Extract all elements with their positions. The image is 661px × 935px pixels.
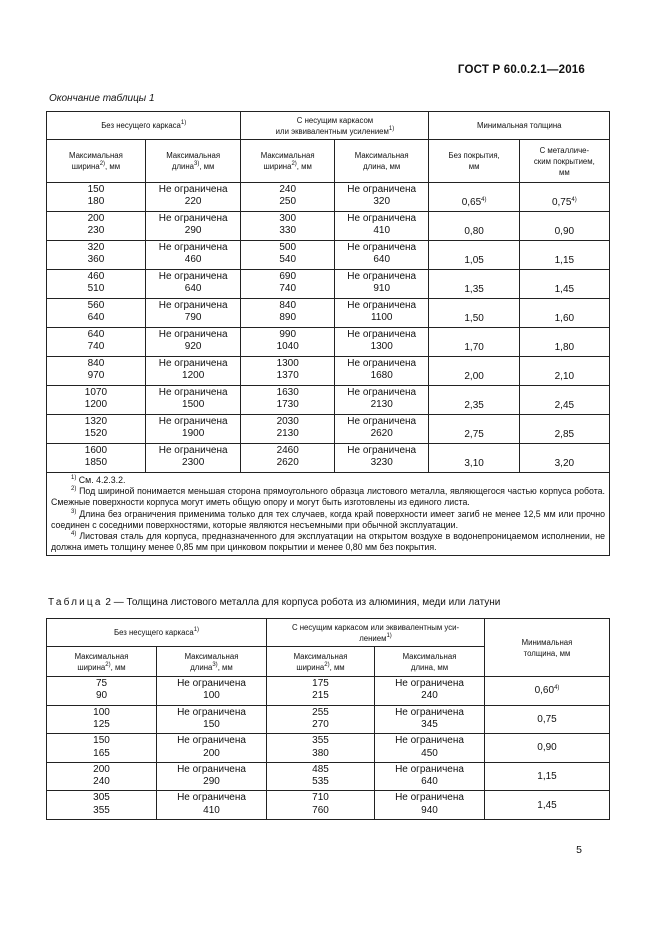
thickness-uncoated-cell: 3,10 — [429, 444, 519, 473]
table-row — [47, 791, 610, 820]
thickness-coated-cell: 1,80 — [519, 328, 609, 357]
table2-header-thickness: Минимальная толщина, мм — [485, 619, 610, 677]
table1-caption: Окончание таблицы 1 — [49, 93, 155, 104]
table1-header-uncoated: Без покрытия, мм — [429, 140, 519, 183]
table1-footnotes — [47, 473, 610, 556]
table1-header-max-length-frame: Максимальная длина, мм — [334, 140, 429, 183]
width-cell: 460 510 — [47, 270, 146, 299]
table1-body — [47, 183, 610, 473]
width-frame-cell: 990 1040 — [241, 328, 334, 357]
footnote-4: $^{4)}$ Листовая сталь для корпуса, предназначенного для эксплуатации на открытом воздухе в водонепроницаемом исполнении, не должна иметь толщину менее 0,85 мм при цинковом покрытии и менее 0,80 мм без покрытия. — [51, 531, 605, 553]
thickness-coated-cell: 3,20 — [519, 444, 609, 473]
length-cell: Не ограничена 640 — [145, 270, 241, 299]
table2-header-max-width-frame: Максимальная ширина$^{2)}$, мм — [267, 647, 375, 677]
thickness-coated-cell: 2,45 — [519, 386, 609, 415]
length-cell: Не ограничена 460 — [145, 241, 241, 270]
table1-group-header-row — [47, 112, 610, 140]
table1 — [46, 111, 610, 556]
document-id: ГОСТ Р 60.0.2.1—2016 — [457, 64, 585, 76]
thickness-uncoated-cell: 2,00 — [429, 357, 519, 386]
table2-group-header-row — [47, 619, 610, 647]
thickness-coated-cell: 1,45 — [519, 270, 609, 299]
length-cell: Не ограничена 200 — [157, 734, 267, 763]
table-row — [47, 762, 610, 791]
width-frame-cell: 175 215 — [267, 677, 375, 706]
length-frame-cell: Не ограничена 1100 — [334, 299, 429, 328]
width-cell: 200 240 — [47, 762, 157, 791]
table-row — [47, 357, 610, 386]
table1-header-max-length: Максимальная длина$^{3)}$, мм — [145, 140, 241, 183]
width-cell: 100 125 — [47, 705, 157, 734]
width-cell: 1070 1200 — [47, 386, 146, 415]
table2-header-max-length: Максимальная длина$^{3)}$, мм — [157, 647, 267, 677]
length-cell: Не ограничена 920 — [145, 328, 241, 357]
length-cell: Не ограничена 790 — [145, 299, 241, 328]
length-cell: Не ограничена 220 — [145, 183, 241, 212]
thickness-uncoated-cell: 2,35 — [429, 386, 519, 415]
width-frame-cell: 255 270 — [267, 705, 375, 734]
thickness-coated-cell: 1,15 — [519, 241, 609, 270]
table-row — [47, 241, 610, 270]
length-frame-cell: Не ограничена 320 — [334, 183, 429, 212]
thickness-cell: 0,75 — [485, 705, 610, 734]
table2-header-max-width: Максимальная ширина$^{2)}$, мм — [47, 647, 157, 677]
length-frame-cell: Не ограничена 450 — [375, 734, 485, 763]
thickness-cell: 0,90 — [485, 734, 610, 763]
table2-group-header-frame: С несущим каркасом или эквивалентным уси- лением$^{1)}$ — [267, 619, 485, 647]
thickness-coated-cell: 0,90 — [519, 212, 609, 241]
width-frame-cell: 1300 1370 — [241, 357, 334, 386]
length-cell: Не ограничена 1500 — [145, 386, 241, 415]
width-cell: 305 355 — [47, 791, 157, 820]
thickness-uncoated-cell: 1,70 — [429, 328, 519, 357]
length-frame-cell: Не ограничена 2620 — [334, 415, 429, 444]
table1-group-header-thickness: Минимальная толщина — [429, 112, 610, 140]
length-cell: Не ограничена 1200 — [145, 357, 241, 386]
width-frame-cell: 690 740 — [241, 270, 334, 299]
length-frame-cell: Не ограничена 345 — [375, 705, 485, 734]
width-frame-cell: 840 890 — [241, 299, 334, 328]
table1-group-header-frame: С несущим каркасом или эквивалентным усилением$^{1)}$ — [241, 112, 429, 140]
width-frame-cell: 240 250 — [241, 183, 334, 212]
table1-group-header-no-frame: Без несущего каркаса$^{1)}$ — [47, 112, 241, 140]
length-cell: Не ограничена 100 — [157, 677, 267, 706]
table-row — [47, 444, 610, 473]
footnote-3: $^{3)}$ Длина без ограничения применима только для тех случаев, когда край поверхности имеет загиб не менее 12,5 мм или прочно соединен с соседними поверхностями, которые являются несъемными при обычной эксплуатации. — [51, 508, 605, 530]
width-frame-cell: 355 380 — [267, 734, 375, 763]
width-cell: 320 360 — [47, 241, 146, 270]
width-cell: 560 640 — [47, 299, 146, 328]
length-frame-cell: Не ограничена 940 — [375, 791, 485, 820]
width-frame-cell: 500 540 — [241, 241, 334, 270]
table1-sub-header-row — [47, 140, 610, 183]
table-row — [47, 270, 610, 299]
table2-caption: Таблица 2 — Толщина листового металла для корпуса робота из алюминия, меди или латуни — [48, 597, 501, 608]
width-cell: 1320 1520 — [47, 415, 146, 444]
thickness-uncoated-cell: 2,75 — [429, 415, 519, 444]
table1-header-max-width-frame: Максимальная ширина$^{2)}$, мм — [241, 140, 334, 183]
thickness-uncoated-cell: 1,05 — [429, 241, 519, 270]
thickness-uncoated-cell: 1,50 — [429, 299, 519, 328]
width-frame-cell: 485 535 — [267, 762, 375, 791]
table-row — [47, 705, 610, 734]
table1-header-max-width: Максимальная ширина$^{2)}$, мм — [47, 140, 146, 183]
thickness-coated-cell: 2,10 — [519, 357, 609, 386]
table-row — [47, 734, 610, 763]
length-cell: Не ограничена 150 — [157, 705, 267, 734]
width-frame-cell: 710 760 — [267, 791, 375, 820]
table-row — [47, 183, 610, 212]
table-row — [47, 299, 610, 328]
length-cell: Не ограничена 290 — [145, 212, 241, 241]
width-frame-cell: 300 330 — [241, 212, 334, 241]
thickness-cell: 1,15 — [485, 762, 610, 791]
width-cell: 75 90 — [47, 677, 157, 706]
width-frame-cell: 1630 1730 — [241, 386, 334, 415]
footnote-1: $^{1)}$ См. 4.2.3.2. — [71, 475, 126, 485]
width-cell: 200 230 — [47, 212, 146, 241]
length-cell: Не ограничена 2300 — [145, 444, 241, 473]
width-frame-cell: 2030 2130 — [241, 415, 334, 444]
table1-footnotes-row — [47, 473, 610, 556]
length-cell: Не ограничена 410 — [157, 791, 267, 820]
table-row — [47, 415, 610, 444]
width-cell: 840 970 — [47, 357, 146, 386]
width-cell: 640 740 — [47, 328, 146, 357]
table-row — [47, 386, 610, 415]
length-frame-cell: Не ограничена 1300 — [334, 328, 429, 357]
thickness-uncoated-cell: 0,80 — [429, 212, 519, 241]
thickness-coated-cell: 0,75$^{4)}$ — [519, 183, 609, 212]
width-frame-cell: 2460 2620 — [241, 444, 334, 473]
thickness-cell: 0,60$^{4)}$ — [485, 677, 610, 706]
table-row — [47, 328, 610, 357]
footnote-2: $^{2)}$ Под шириной понимается меньшая сторона прямоугольного образца листового металла, являющегося частью корпуса робота. Смежные поверхности корпуса могут иметь общую опору и могут быть изготовлены из единого листа. — [51, 486, 605, 508]
length-frame-cell: Не ограничена 410 — [334, 212, 429, 241]
thickness-coated-cell: 2,85 — [519, 415, 609, 444]
length-frame-cell: Не ограничена 910 — [334, 270, 429, 299]
thickness-uncoated-cell: 0,65$^{4)}$ — [429, 183, 519, 212]
table2 — [46, 618, 610, 820]
width-cell: 1600 1850 — [47, 444, 146, 473]
length-frame-cell: Не ограничена 240 — [375, 677, 485, 706]
table-row — [47, 212, 610, 241]
length-cell: Не ограничена 1900 — [145, 415, 241, 444]
length-frame-cell: Не ограничена 640 — [375, 762, 485, 791]
width-cell: 150 180 — [47, 183, 146, 212]
length-frame-cell: Не ограничена 1680 — [334, 357, 429, 386]
length-frame-cell: Не ограничена 3230 — [334, 444, 429, 473]
table2-body — [47, 677, 610, 820]
table-row — [47, 677, 610, 706]
width-cell: 150 165 — [47, 734, 157, 763]
length-frame-cell: Не ограничена 640 — [334, 241, 429, 270]
table2-header-max-length-frame: Максимальная длина, мм — [375, 647, 485, 677]
length-cell: Не ограничена 290 — [157, 762, 267, 791]
thickness-coated-cell: 1,60 — [519, 299, 609, 328]
thickness-cell: 1,45 — [485, 791, 610, 820]
page-number: 5 — [576, 844, 582, 856]
table2-group-header-no-frame: Без несущего каркаса$^{1)}$ — [47, 619, 267, 647]
thickness-uncoated-cell: 1,35 — [429, 270, 519, 299]
length-frame-cell: Не ограничена 2130 — [334, 386, 429, 415]
table1-header-coated: С металличе- ским покрытием, мм — [519, 140, 609, 183]
